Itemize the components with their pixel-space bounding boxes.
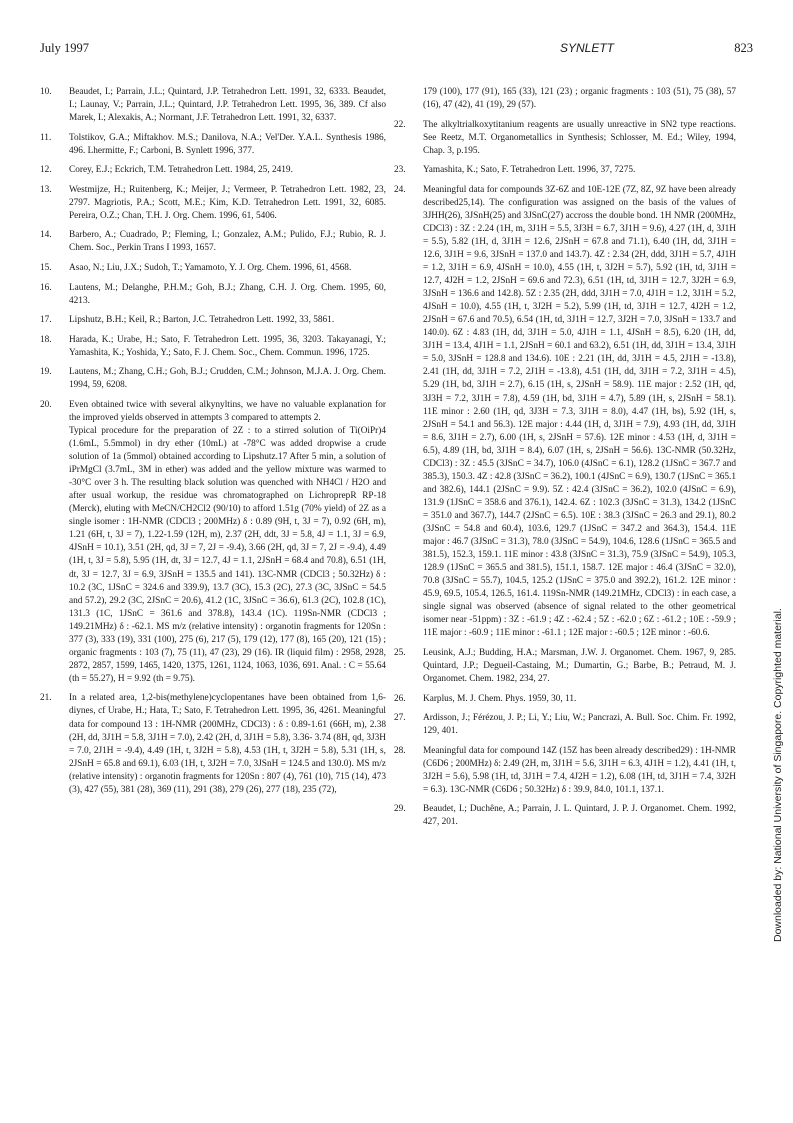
reference-number: 25. bbox=[394, 647, 406, 658]
reference-text: Ardisson, J.; Férézou, J. P.; Li, Y.; Liu, W.; Pancrazi, A. Bull. Soc. Chim. Fr. 1992, 129, 401. bbox=[423, 713, 736, 737]
running-header bbox=[40, 41, 753, 59]
reference-number: 21. bbox=[40, 693, 52, 704]
reference-text: In a related area, 1,2-bis(methylene)cyclopentanes have been obtained from 1,6-diynes, cf Urabe, H.; Hata, T.; Sato, F. Tetrahedron Lett. 1995, 36, 4261. Meaningful data for compound 13 : 1H-NMR (200MHz, CDCl3) : δ : 0.89-1.61 (66H, m), 2.38 (2H, dd, 3J1H = 5.8, 3J1H = 7.0), 2.42 (2H, d, 3J1H = 5.8), 3.36- 3.74 (8H, qd, 3J3H = 7.0, 2J1H = -9.4), 4.49 (1H, t, 3J2H = 5.8), 4.53 (1H, t, 3J2H = 5.8), 5.31 (1H, s, 2JSnH = 65.8 and 69.1), 6.03 (1H, t, 3J2H = 7.0, 3JSnH = 124.5 and 130.0). MS m/z (relative intensity) : organotin fragments for 120Sn : 807 (4), 761 (10), 715 (14), 473 (3), 427 (55), 381 (28), 369 (11), 291 (38), 279 (26), 277 (18), 235 (72), bbox=[69, 693, 386, 795]
right-column-references bbox=[394, 86, 736, 836]
reference-number: 17. bbox=[40, 315, 52, 326]
header-date: July 1997 bbox=[40, 41, 89, 55]
reference-number: 16. bbox=[40, 282, 52, 293]
download-notice-text: Downloaded by: National University of Singapore. Copyrighted material. bbox=[772, 608, 784, 942]
reference-text: Typical procedure for the preparation of 2Z : to a stirred solution of Ti(OiPr)4 (1.6mL, 5.5mmol) in dry ether (10mL) at -78°C was added dropwise a crude solution of 1a (5mmol) obtained according to Lipshutz.17 After 5 min, a solution of iPrMgCl (3.7mL, 3M in ether) was added and the yellow mixture was warmed to -30°C over 3 h. The resulting black solution was quenched with NH4Cl / H2O and after usual workup, the residue was chromatographed on LichroprepR RP-18 (Merck), eluting with MeCN/CH2Cl2 (90/10) to afford 1.51g (70% yield) of 2Z as a single isomer : 1H-NMR (CDCl3 ; 200MHz) δ : 0.89 (9H, t, 3J = 7), 0.92 (6H, m), 1.21 (6H, t, 3J = 7), 1.22-1.59 (12H, m), 2.37 (2H, ddt, 3J = 5.8, 4J = 1.1, 3J = 6.9, 4JSnH = 10.1), 3.51 (2H, qd, 3J = 7, 2J = -9.4), 3.66 (2H, qd, 3J = 7, 2J = -9.4), 4.49 (1H, t, 3J = 5.8), 5.95 (1H, dt, 3J = 12.7, 4J = 1.1, 2JSnH = 68.4 and 70.8), 6.51 (1H, dt, 3J = 12.7, 3J = 6.9, 3JSnH = 135.5 and 141). 13C-NMR (CDCl3 ; 50.32Hz) δ : 10.2 (3C, 1JSnC = 324.6 and 339.9), 13.7 (3C), 15.3 (2C), 27.3 (3C, 3JSnC = 54.5 and 57.2), 29.2 (3C, 2JSnC = 20.6), 41.2 (1C, 3JSnC = 36.6), 61.3 (2C), 102.8 (1C), 131.3 (1C, 1JSnC = 361.6 and 378.8), 143.4 (1C). 119Sn-NMR (CDCl3 ; 149.21MHz) δ : -62.1. MS m/z (relative intensity) : organotin fragments for 120Sn : 377 (3), 333 (19), 331 (100), 275 (6), 217 (5), 179 (12), 177 (8), 165 (20), 121 (15) ; organic fragments : 103 (7), 75 (11), 47 (23), 29 (16). IR (liquid film) : 2958, 2928, 2872, 2857, 1599, 1465, 1420, 1375, 1261, 1124, 1063, 1036, 691. Anal. : C = 55.64 (th = 55.27), H = 9.92 (th = 9.75). bbox=[69, 425, 386, 684]
reference-text: 179 (100), 177 (91), 165 (33), 121 (23) ; organic fragments : 103 (51), 75 (38), 57 (16), 47 (42), 41 (19), 29 (57). bbox=[423, 87, 736, 111]
left-column-references bbox=[40, 86, 386, 803]
reference-number: 15. bbox=[40, 263, 52, 274]
header-journal: SYNLETT bbox=[560, 41, 615, 55]
reference-item bbox=[40, 229, 386, 255]
reference-number: 28. bbox=[394, 745, 406, 756]
reference-text: Beaudet, I.; Parrain, J.L.; Quintard, J.P. Tetrahedron Lett. 1991, 32, 6333. Beaudet, I.; Launay, V.; Parrain, J.L.; Quintard, J.P. Tetrahedron Lett. 1995, 36, 389. Cf also Marek, I.; Alexakis, A.; Normant, J.F. Tetrahedron Lett. 1991, 32, 6337. bbox=[69, 87, 386, 124]
reference-number: 14. bbox=[40, 230, 52, 241]
reference-number: 26. bbox=[394, 693, 406, 704]
reference-item bbox=[40, 282, 386, 308]
reference-number: 10. bbox=[40, 87, 52, 97]
reference-item bbox=[40, 334, 386, 360]
reference-text: Lautens, M.; Delanghe, P.H.M.; Goh, B.J.; Zhang, C.H. J. Org. Chem. 1995, 60, 4213. bbox=[69, 282, 386, 306]
reference-item bbox=[40, 692, 386, 796]
reference-item bbox=[40, 86, 386, 125]
reference-number: 18. bbox=[40, 334, 52, 345]
reference-text: Yamashita, K.; Sato, F. Tetrahedron Lett. 1996, 37, 7275. bbox=[423, 165, 636, 176]
reference-number: 24. bbox=[394, 184, 406, 195]
reference-number: 11. bbox=[40, 132, 52, 143]
reference-item bbox=[394, 86, 736, 112]
reference-text: Corey, E.J.; Eckrich, T.M. Tetrahedron Lett. 1984, 25, 2419. bbox=[69, 165, 293, 176]
reference-item bbox=[40, 164, 386, 177]
reference-item bbox=[40, 399, 386, 686]
reference-text: Leusink, A.J.; Budding, H.A.; Marsman, J.W. J. Organomet. Chem. 1967, 9, 285. Quintard, J.P.; Degueil-Castaing, M.; Dumartin, G.; Barbe, B.; Petraud, M. J. Organomet. Chem. 1982, 234, 27. bbox=[423, 647, 736, 685]
reference-text: Harada, K.; Urabe, H.; Sato, F. Tetrahedron Lett. 1995, 36, 3203. Takayanagi, Y.; Yamashita, K.; Yoshida, Y.; Sato, F. J. Chem. Soc., Chem. Commun. 1996, 1725. bbox=[69, 334, 386, 358]
reference-number: 22. bbox=[394, 119, 406, 130]
reference-text: Tolstikov, G.A.; Miftakhov. M.S.; Danilova, N.A.; Vel'Der. Y.A.L. Synthesis 1986, 496. Lhermitte, F.; Carboni, B. Synlett 1996, 377. bbox=[69, 132, 386, 156]
reference-item bbox=[394, 693, 736, 706]
reference-text: Meaningful data for compound 14Z (15Z has been already described29) : 1H-NMR (C6D6 ; 200MHz) δ: 2.49 (2H, m, 3J1H = 5.6, 3J1H = 6.3, 4J1H = 1.2), 4.41 (1H, t, 3J2H = 5.6), 5.98 (1H, td, 3J1H = 7.4, 4J2H = 1.2), 6.08 (1H, td, 3J1H = 7.4, 3J2H = 6.3). 13C-NMR (C6D6 ; 50.32Hz) δ : 39.9, 84.0, 101.1, 137.1. bbox=[423, 745, 736, 795]
reference-item bbox=[394, 164, 736, 177]
reference-text: Beaudet, I.; Duchêne, A.; Parrain, J. L. Quintard, J. P. J. Organomet. Chem. 1992, 427, 201. bbox=[423, 804, 736, 828]
reference-item bbox=[40, 132, 386, 158]
reference-number: 12. bbox=[40, 165, 52, 176]
reference-text: Karplus, M. J. Chem. Phys. 1959, 30, 11. bbox=[423, 693, 577, 704]
reference-text: Meaningful data for compounds 3Z-6Z and 10E-12E (7Z, 8Z, 9Z have been already described25,14). The configuration was assigned on the basis of the values of 3JHH(26), 3JSnH(25) and 3JSnC(27) accross the double bond. 1H NMR (200MHz, CDCl3) : 3Z : 2.24 (1H, m, 3J1H = 5.5, 3J3H = 6.7, 3J1H = 9.6), 4.27 (1H, d, 3J1H = 5.5), 5.82 (1H, d, 3J1H = 12.6, 2JSnH = 67.8 and 71.1), 6.40 (1H, dd, 3J1H = 12.6, 3J1H = 9.6, 3JSnH = 137.0 and 143.7). 4Z : 2.34 (2H, ddd, 3J1H = 5.7, 4J1H = 1.2, 3J1H = 6.9, 4JSnH = 10.0), 4.55 (1H, t, 3J2H = 5.7), 5.92 (1H, td, 3J1H = 12.7, 4J2H = 1.2, 2JSnH = 69.6 and 72.3), 6.51 (1H, td, 3J1H = 12.7, 3J2H = 6.9, 3JSnH = 136.6 and 142.8). 5Z : 2.35 (2H, ddd, 3J1H = 7.0, 4J1H = 1.2, 3J1H = 5.2, 4JSnH = 10.0), 4.55 (1H, t, 3J2H = 5.2), 5.99 (1H, td, 3J1H = 12.7, 4J2H = 1.2, 2JSnH = 67.6 and 70.5), 6.54 (1H, td, 3J1H = 12.7, 3J2H = 7.0, 3JSnH = 133.7 and 140.0). 6Z : 4.83 (1H, dd, 3J1H = 5.0, 4J1H = 1.1, 4JSnH = 8.5), 6.20 (1H, dd, 3J1H = 13.4, 4J1H = 1.1, 2JSnH = 60.1 and 63.2), 6.51 (1H, dd, 3J1H = 13.4, 3J1H = 5.0, 3JSnH = 128.8 and 134.6). 10E : 2.21 (1H, dd, 3J1H = 4.5, 2J1H = -13.8), 2.41 (1H, dd, 3J1H = 7.2, 2J1H = -13.8), 4.51 (1H, dd, 3J1H = 7.2, 3J1H = 4.5), 5.29 (1H, bd, 3J1H = 2.7), 6.15 (1H, s, 2JSnH = 58.9). 11E major : 2.52 (1H, qd, 3J3H = 7.2, 3J1H = 7.8), 4.59 (1H, bd, 3J1H = 4.7), 5.89 (1H, s, 2JSnH = 58.1). 11E minor : 2.60 (1H, qd, 3J3H = 7.3, 3J1H = 8.0), 4.47 (1H, bs), 5.92 (1H, s, 2JSnH = 54.1 and 56.3). 12E major : 4.44 (1H, d, 3J1H = 7.9), 4.93 (1H, dd, 3J1H = 8.6, 3J1H = 2.7), 6.00 (1H, s, 2JSnH = 57.6). 12E minor : 4.53 (1H, d, 3J1H = 6.5), 4.89 (1H, bd, 3J1H = 8.4), 6.07 (1H, s, 2JSnH = 56.6). 13C-NMR (50.32Hz, CDCl3) : 3Z : 45.5 (3JSnC = 34.7), 106.0 (4JSnC = 6.1), 128.2 (1JSnC = 367.7 and 385.3), 150.3. 4Z : 42.8 (3JSnC = 36.2), 100.1 (4JSnC = 6.9), 130.7 (1JSnC = 365.1 and 382.6), 144.1 (2JSnC = 9.9). 5Z : 42.4 (3JSnC = 36.2), 102.0 (4JSnC = 6.9), 131.9 (1JSnC = 358.6 and 376.1), 142.4. 6Z : 102.3 (3JSnC = 31.3), 134.2 (1JSnC = 351.0 and 367.7), 144.7 (2JSnC = 6.5). 10E : 38.3 (3JSnC = 26.3 and 29.1), 80.2 (3JSnC = 54.8 and 60.4), 103.6, 129.7 (1JSnC = 347.2 and 364.3), 154.4. 11E major : 46.7 (3JSnC = 31.3), 78.0 (3JSnC = 54.9), 104.6, 128.6 (1JSnC = 365.5 and 381.5), 152.3, 159.1. 11E minor : 43.8 (3JSnC = 31.3), 75.9 (3JSnC = 54.9), 105.3, 128.9 (1JSnC = 365.5 and 381.5), 151.1, 158.7. 12E major : 46.4 (3JSnC = 32.0), 70.8 (3JSnC = 55.7), 104.5, 125.2 (1JSnC = 375.0 and 392.2), 161.2. 12E minor : 45.9, 69.5, 105.4, 126.5, 161.4. 119Sn-NMR (149.21MHz, CDCl3) : in each case, a single signal was observed (absence of signal related to the other geometrical isomer near -51ppm) : 3Z : -61.9 ; 4Z : -62.4 ; 5Z : -62.0 ; 6Z : -61.2 ; 10E : -59.9 ; 11E major : -60.9 ; 11E minor : -61.1 ; 12E major : -60.5 ; 12E minor : -60.6. bbox=[423, 184, 736, 639]
reference-number: 19. bbox=[40, 367, 52, 378]
reference-item bbox=[40, 314, 386, 327]
reference-item bbox=[394, 119, 736, 158]
download-notice bbox=[772, 322, 786, 942]
reference-number: 29. bbox=[394, 804, 406, 815]
reference-text: Even obtained twice with several alkynyltins, we have no valuable explanation for the improved yields observed in attempts 3 compared to attempts 2. bbox=[69, 399, 386, 423]
reference-item bbox=[40, 184, 386, 223]
reference-number: 20. bbox=[40, 399, 52, 410]
reference-text: The alkyltrialkoxytitanium reagents are usually unreactive in SN2 type reactions. See Reetz, M.T. Organometallics in Synthesis; Schlosser, M. Ed.; Wiley, 1994, Chap. 3, p.195. bbox=[423, 119, 736, 156]
reference-text: Lautens, M.; Zhang, C.H.; Goh, B.J.; Crudden, C.M.; Johnson, M.J.A. J. Org. Chem. 1994, 59, 6208. bbox=[69, 367, 386, 391]
reference-number: 13. bbox=[40, 184, 52, 195]
reference-item bbox=[40, 262, 386, 275]
reference-text: Barbero, A.; Cuadrado, P.; Fleming, I.; Gonzalez, A.M.; Pulido, F.J.; Rubio, R. J. Chem. Soc., Perkin Trans I 1993, 1657. bbox=[69, 230, 386, 254]
reference-text: Westmijze, H.; Ruitenberg, K.; Meijer, J.; Vermeer, P. Tetrahedron Lett. 1982, 23, 2797. Magriotis, P.A.; Scott, M.E.; Kim, K.D. Tetrahedron Lett. 1991, 32, 6085. Pereira, O.Z.; Chan, T.H. J. Org. Chem. 1996, 61, 5406. bbox=[69, 184, 386, 221]
reference-item bbox=[394, 184, 736, 641]
reference-item bbox=[394, 745, 736, 797]
reference-item bbox=[394, 803, 736, 829]
reference-item bbox=[394, 647, 736, 686]
header-page-number: 823 bbox=[734, 41, 753, 55]
reference-text: Lipshutz, B.H.; Keil, R.; Barton, J.C. Tetrahedron Lett. 1992, 33, 5861. bbox=[69, 315, 335, 326]
reference-item bbox=[394, 712, 736, 738]
reference-number: 27. bbox=[394, 713, 406, 724]
reference-number: 23. bbox=[394, 165, 406, 176]
reference-text: Asao, N.; Liu, J.X.; Sudoh, T.; Yamamoto, Y. J. Org. Chem. 1996, 61, 4568. bbox=[69, 263, 352, 274]
reference-item bbox=[40, 366, 386, 392]
